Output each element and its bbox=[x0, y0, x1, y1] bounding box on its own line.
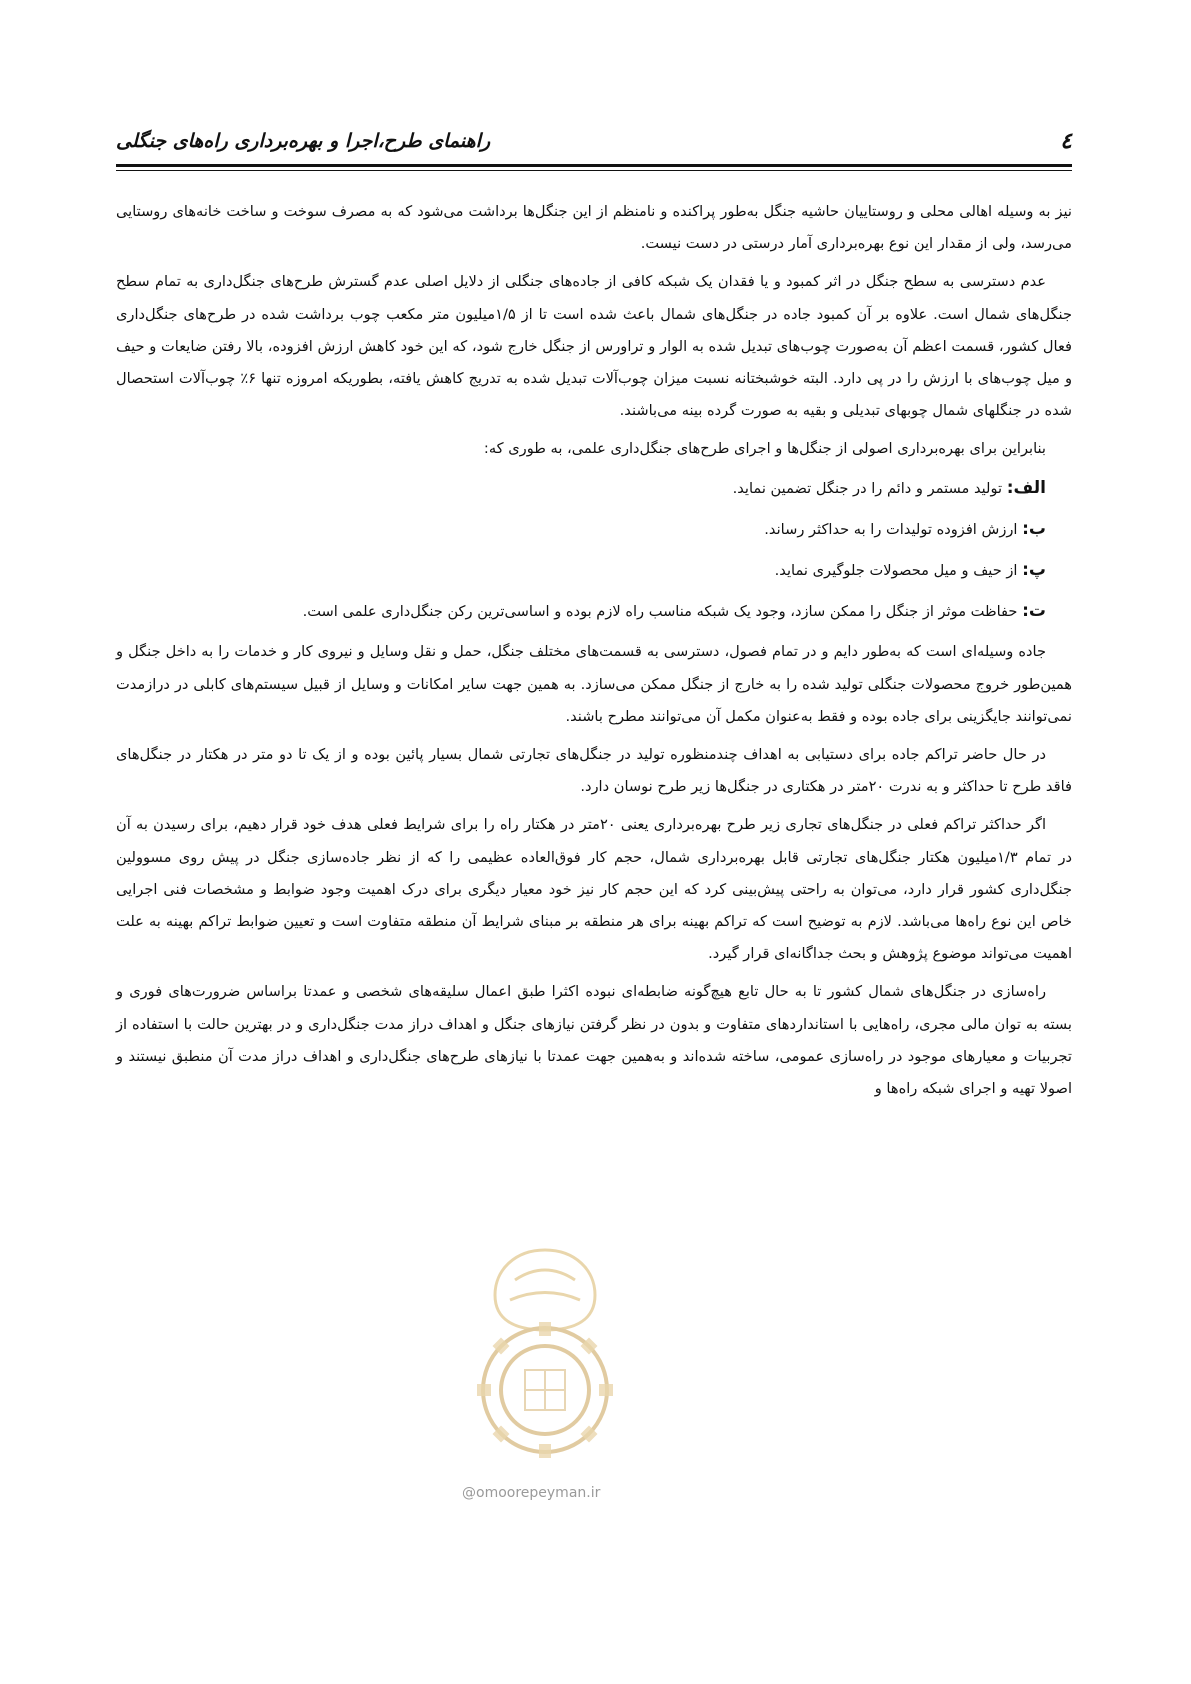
list-item-label: پ: bbox=[1022, 560, 1046, 581]
list-item bbox=[116, 513, 1046, 546]
list-item-text: از حیف و میل محصولات جلوگیری نماید. bbox=[774, 562, 1023, 580]
list-item bbox=[116, 554, 1046, 587]
paragraph: در حال حاضر تراکم جاده برای دستیابی به اهداف چندمنظوره تولید در جنگل‌های تجارتی شمال بسیار پائین بوده و از یک تا دو متر در هکتار در جنگل‌های فاقد طرح تا حداکثر و به ندرت ۲۰متر در هکتاری در جنگل‌ها زیر طرح نوسان دارد. bbox=[116, 746, 1072, 796]
paragraph: عدم دسترسی به سطح جنگل در اثر کمبود و یا فقدان یک شبکه کافی از جاده‌های جنگلی از دلایل اصلی عدم گسترش طرح‌های جنگل‌داری به تمام سطح جنگل‌های شمال است. علاوه بر آن کمبود جاده در جنگل‌های شمال باعث شده است تا از ۱/۵میلیون متر مکعب چوب برداشت شده در طرح‌های جنگل‌داری فعال کشور، قسمت اعظم آن به‌صورت چوب‌های تبدیل شده به الوار و تراورس از جنگل خارج شود، که این خود کاهش ارزش افزوده، بالا رفتن ضایعات و حیف و میل چوب‌های با ارزش را در پی دارد. البته خوشبختانه نسبت میزان چوب‌آلات تبدیل شده به تدریج کاهش یافته، بطوریکه امروزه تنها ۶٪ چوب‌آلات استحصال شده در جنگلهای شمال چوبهای تبدیلی و بقیه به صورت گرده بینه می‌باشند. bbox=[116, 273, 1073, 420]
list-item-text: حفاظت موثر از جنگل را ممکن سازد، وجود یک شبکه مناسب راه لازم بوده و اساسی‌ترین رکن جنگل‌داری علمی است. bbox=[302, 603, 1023, 621]
list-item-label: الف: bbox=[1006, 477, 1046, 498]
watermark-logo-icon bbox=[455, 1240, 635, 1465]
header-rule-thin bbox=[116, 170, 1072, 171]
paragraph: جاده وسیله‌ای است که به‌طور دایم و در تمام فصول، دسترسی به قسمت‌های مختلف جنگل، حمل و نقل وسایل و نیروی کار و خدمات را به داخل جنگل و همین‌طور خروج محصولات جنگلی تولید شده را به خارج از جنگل ممکن می‌سازد. به همین جهت سایر امکانات و وسایل از قبیل سیستم‌های کابلی در درازمدت نمی‌توانند جایگزینی برای جاده بوده و فقط به‌عنوان مکمل آن می‌توانند مطرح باشند. bbox=[116, 643, 1072, 725]
list-item bbox=[116, 595, 1046, 628]
body-text bbox=[116, 196, 1072, 1111]
watermark-url: @omoorepeyman.ir bbox=[462, 1485, 601, 1501]
list-item bbox=[116, 472, 1046, 505]
list-item-label: ب: bbox=[1022, 518, 1046, 539]
list-item-text: ارزش افزوده تولیدات را به حداکثر رساند. bbox=[764, 520, 1023, 538]
header-rule-thick bbox=[116, 164, 1072, 167]
paragraph: بنابراین برای بهره‌برداری اصولی از جنگل‌ها و اجرای طرح‌های جنگل‌داری علمی، به طوری که: bbox=[483, 440, 1046, 458]
running-header-title: راهنمای طرح،اجرا و بهره‌برداری راه‌های جنگلی bbox=[116, 130, 491, 152]
paragraph: نیز به وسیله اهالی محلی و روستاییان حاشیه جنگل به‌طور پراکنده و نامنظم از این جنگل‌ها برداشت می‌شود که به مصرف سوخت و ساخت خانه‌های روستایی می‌رسد، ولی از مقدار این نوع بهره‌برداری آمار درستی در دست نیست. bbox=[116, 203, 1072, 253]
paragraph: اگر حداکثر تراکم فعلی در جنگل‌های تجاری زیر طرح بهره‌برداری یعنی ۲۰متر در هکتار راه را برای شرایط فعلی هدف خود قرار دهیم، برای رسیدن به آن در تمام ۱/۳میلیون هکتار جنگل‌های تجارتی قابل بهره‌برداری شمال، حجم کار فوق‌العاده عظیمی را که از نظر جاده‌سازی جنگل در پیش روی مسوولین جنگل‌داری کشور قرار دارد، می‌توان به راحتی پیش‌بینی کرد که این حجم کار نیز خود معیار دیگری برای درک اهمیت وجود ضوابط و مشخصات فنی اجرایی خاص این نوع راه‌ها می‌باشد. لازم به توضیح است که تراکم بهینه برای هر منطقه بر مبنای شرایط آن منطقه متفاوت است و تعیین ضوابط تراکم بهینه به علت اهمیت می‌تواند موضوع پژوهش و بحث جداگانه‌ای قرار گیرد. bbox=[116, 816, 1072, 963]
list-item-text: تولید مستمر و دائم را در جنگل تضمین نماید. bbox=[732, 479, 1007, 497]
page-number: ٤ bbox=[1060, 128, 1072, 154]
paragraph: راه‌سازی در جنگل‌های شمال کشور تا به حال تابع هیچ‌گونه ضابطه‌ای نبوده اکثرا طبق اعمال سلیقه‌های شخصی و عمدتا براساس ضرورت‌های فوری و بسته به توان مالی مجری، راه‌هایی با استانداردهای متفاوت و بدون در نظر گرفتن نیازهای جنگل و اهداف دراز مدت جنگل‌داری و در بهترین حالت با استفاده از تجربیات و معیارهای موجود در راه‌سازی عمومی، ساخته شده‌اند و به‌همین جهت عمدتا با نیازهای طرح‌های جنگل‌داری و اهداف دراز مدت آن منطبق نیستند و اصولا تهیه و اجرای شبکه راه‌ها و bbox=[116, 983, 1072, 1098]
list-item-label: ت: bbox=[1022, 601, 1046, 622]
running-header bbox=[116, 128, 1072, 164]
